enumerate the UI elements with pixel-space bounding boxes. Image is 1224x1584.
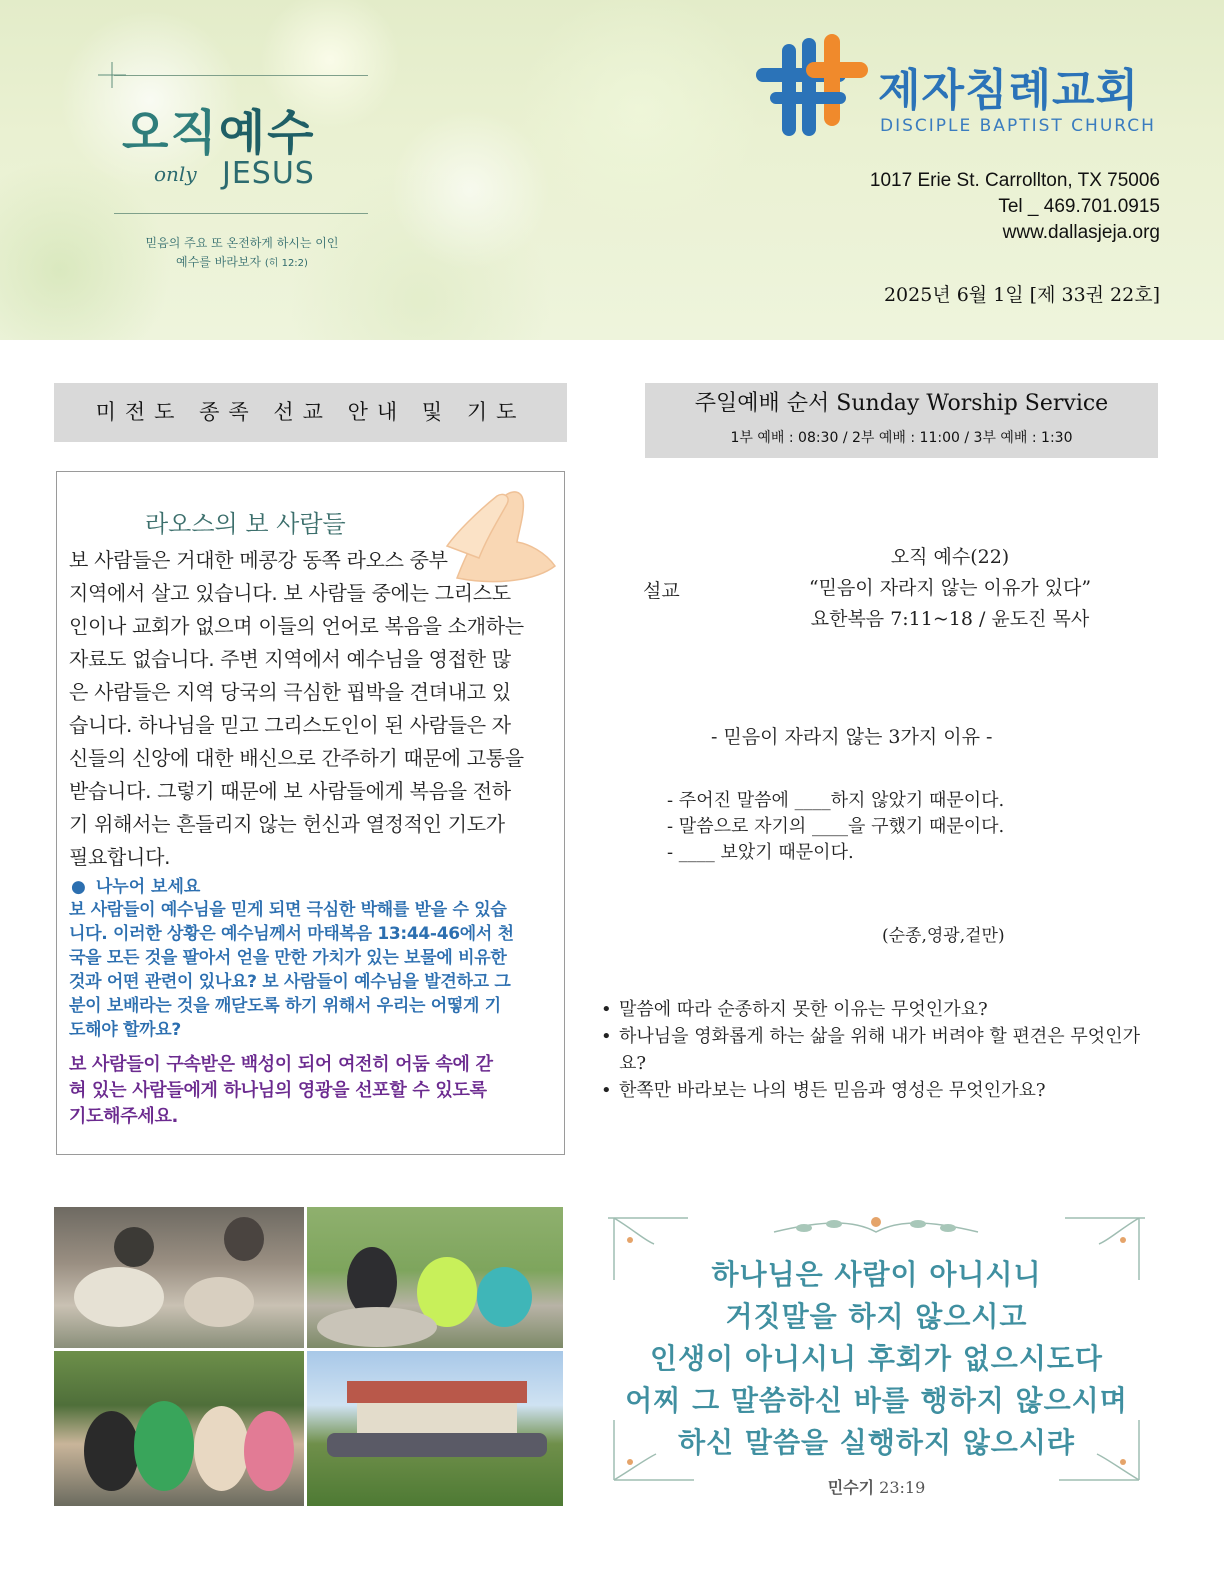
logo-title-b: 예수	[218, 105, 316, 161]
scripture-chapter-verse: 23:19	[879, 1478, 926, 1497]
discussion-question	[69, 898, 555, 1042]
scripture-text	[604, 1254, 1149, 1464]
reflection-text: 한쪽만 바라보는 나의 병든 믿음과 영성은 무엇인가요?	[619, 1080, 1046, 1101]
scripture-reference	[604, 1475, 1149, 1498]
bullet-icon: •	[601, 1026, 612, 1047]
reflection-text: 말씀에 따라 순종하지 못한 이유는 무엇인가요?	[619, 999, 988, 1020]
mission-body-line: 보 사람들은 거대한 메콩강 동쪽 라오스 중부	[69, 548, 448, 572]
bullet-icon: •	[601, 999, 612, 1020]
logo-verse	[116, 234, 368, 273]
scripture-book: 민수기	[827, 1478, 875, 1497]
logo-bottom-line	[114, 213, 368, 214]
reflection-item	[601, 996, 1141, 1023]
sermon-info	[760, 542, 1140, 635]
bullet-icon: ●	[71, 877, 86, 897]
church-address: 1017 Erie St. Carrollton, TX 75006	[869, 170, 1160, 191]
mission-body-line: 기 위해서는 흔들리지 않는 헌신과 열정적인 기도가	[69, 812, 505, 836]
scripture-line: 어찌 그 말씀하신 바를 행하지 않으시며	[625, 1384, 1128, 1417]
question-line: 보 사람들이 예수님을 믿게 되면 극심한 박해를 받을 수 있습	[69, 900, 507, 920]
prayer-line: 혀 있는 사람들에게 하나님의 영광을 선포할 수 있도록	[69, 1080, 487, 1101]
church-name-english: DISCIPLE BAPTIST CHURCH	[880, 116, 1156, 136]
reflection-item	[601, 1023, 1141, 1077]
pavilion-roof	[347, 1381, 527, 1403]
congregation-photo	[307, 1351, 563, 1506]
scripture-card	[604, 1210, 1149, 1510]
church-contact	[870, 168, 1160, 246]
reflection-item	[601, 1077, 1141, 1104]
church-phone: Tel _ 469.701.0915	[998, 196, 1160, 217]
reason-item: - 말씀으로 자기의 ____을 구했기 때문이다.	[667, 816, 1005, 837]
question-line: 분이 보배라는 것을 깨닫도록 하기 위해서 우리는 어떻게 기	[69, 996, 501, 1016]
worship-times: 1부 예배 : 08:30 / 2부 예배 : 11:00 / 3부 예배 : 1:30	[730, 430, 1073, 446]
scripture-line: 인생이 아니시니 후회가 없으시도다	[650, 1342, 1103, 1375]
sermon-title: “믿음이 자라지 않는 이유가 있다”	[808, 577, 1092, 599]
mission-body-line: 습니다. 하나님을 믿고 그리스도인이 된 사람들은 자	[69, 713, 511, 737]
header-banner	[0, 0, 1224, 340]
mission-body-line: 인이나 교회가 없으며 이들의 언어로 복음을 소개하는	[69, 614, 524, 638]
reasons-list	[667, 788, 1004, 866]
scripture-line: 거짓말을 하지 않으시고	[725, 1300, 1028, 1333]
worship-banner-title: 주일예배 순서 Sunday Worship Service	[694, 391, 1109, 416]
prayer-request	[69, 1052, 555, 1130]
mission-body-line: 은 사람들은 지역 당국의 극심한 핍박을 견뎌내고 있	[69, 680, 511, 704]
church-logo	[752, 34, 1172, 144]
mission-body-line: 자료도 없습니다. 주변 지역에서 예수님을 영접한 많	[69, 647, 511, 671]
mission-banner	[54, 383, 567, 442]
reflection-questions	[601, 996, 1141, 1104]
prayer-line: 기도해주세요.	[69, 1106, 179, 1127]
reason-item: - 주어진 말씀에 ____하지 않았기 때문이다.	[667, 790, 1005, 811]
reflection-text: 하나님을 영화롭게 하는 삶을 위해 내가 버려야 할 편견은 무엇인가요?	[619, 1026, 1140, 1074]
question-line: 것과 어떤 관련이 있나요? 보 사람들이 예수님을 발견하고 그	[69, 972, 511, 992]
youth-group-photo	[307, 1207, 563, 1348]
worship-banner	[645, 383, 1158, 458]
discussion-heading	[71, 872, 200, 897]
mission-body-line: 신들의 신앙에 대한 배신으로 간주하기 때문에 고통을	[69, 746, 524, 770]
church-name-korean: 제자침례교회	[878, 65, 1140, 116]
scripture-line: 하신 말씀을 실행하지 않으시랴	[678, 1426, 1075, 1459]
question-line: 국을 모든 것을 팔아서 얻을 만한 가치가 있는 보물에 비유한	[69, 948, 507, 968]
mission-banner-title: 미전도 종족 선교 안내 및 기도	[95, 400, 526, 424]
cross-logo-icon	[752, 34, 870, 144]
logo-top-line	[114, 75, 368, 76]
mission-body	[69, 544, 557, 874]
question-line: 도해야 할까요?	[69, 1020, 181, 1040]
logo-title	[122, 94, 316, 163]
mission-body-line: 필요합니다.	[69, 845, 171, 869]
sermon-label: 설교	[643, 580, 680, 602]
logo-verse-line2: 예수를 바라보자	[176, 255, 262, 269]
discussion-heading-label: 나누어 보세요	[95, 877, 201, 897]
scripture-line: 하나님은 사람이 아니시니	[711, 1258, 1042, 1291]
sermon-reference: 요한복음 7:11~18 / 윤도진 목사	[810, 608, 1090, 630]
logo-verse-line1: 믿음의 주요 또 온전하게 하시는 이인	[145, 236, 339, 250]
reason-item: - ____ 보았기 때문이다.	[667, 842, 854, 863]
mission-body-line: 지역에서 살고 있습니다. 보 사람들 중에는 그리스도	[69, 581, 511, 605]
fill-in-answers: (순종,영광,겉만)	[882, 926, 1005, 946]
church-website[interactable]: www.dallasjeja.org	[1002, 222, 1160, 243]
sermon-series: 오직 예수(22)	[890, 546, 1010, 568]
question-line: 니다. 이러한 상황은 예수님께서 마태복음 13:44-46에서 천	[69, 924, 514, 944]
mission-box	[56, 471, 565, 1155]
bullet-icon: •	[601, 1080, 612, 1101]
only-jesus-logo	[96, 60, 368, 275]
prayer-line: 보 사람들이 구속받은 백성이 되어 여전히 어둠 속에 갇	[69, 1054, 493, 1075]
logo-verse-ref: (히 12:2)	[264, 258, 308, 269]
members-photo	[54, 1351, 304, 1506]
sparkle-icon	[96, 60, 136, 90]
mission-title: 라오스의 보 사람들	[145, 510, 346, 538]
logo-only: only	[154, 162, 197, 186]
mission-body-line: 받습니다. 그렇기 때문에 보 사람들에게 복음을 전하	[69, 779, 511, 803]
logo-title-a: 오직	[122, 105, 219, 161]
reasons-title: - 믿음이 자라지 않는 3가지 이유 -	[711, 726, 993, 748]
picnic-photo	[54, 1207, 304, 1348]
issue-date: 2025년 6월 1일 [제 33권 22호]	[883, 284, 1160, 306]
logo-jesus: JESUS	[222, 156, 315, 191]
photo-collage	[54, 1207, 563, 1506]
